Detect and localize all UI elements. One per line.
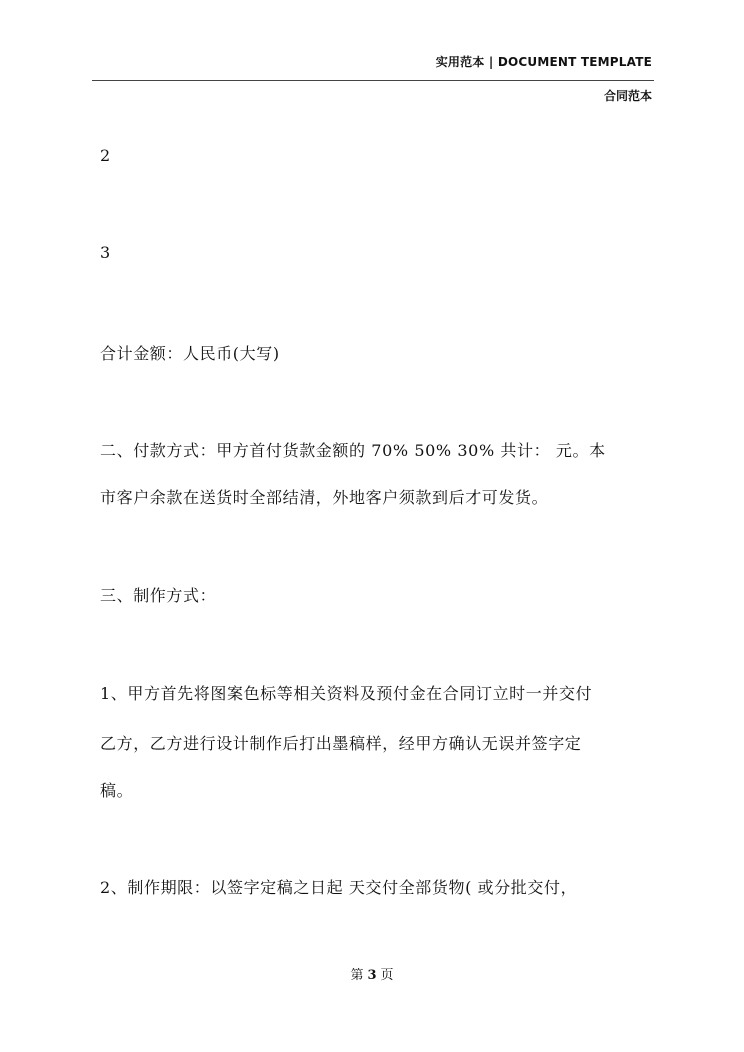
clause-1-line-3: 稿。 [100, 781, 134, 800]
footer-suffix: 页 [380, 968, 394, 983]
clause-1-line-1: 1、甲方首先将图案色标等相关资料及预付金在合同订立时一并交付 [100, 684, 593, 703]
item-number-3: 3 [100, 243, 111, 262]
payment-method-line-1: 二、付款方式：甲方首付货款金额的 70% 50% 30% 共计： 元。本 [100, 441, 606, 460]
item-number-2: 2 [100, 146, 111, 165]
clause-2-line-1: 2、制作期限：以签字定稿之日起 天交付全部货物( 或分批交付， [100, 878, 578, 897]
header-divider [92, 80, 654, 81]
header-subtitle: 合同范本 [603, 89, 652, 103]
clause-1-line-2: 乙方，乙方进行设计制作后打出墨稿样，经甲方确认无误并签字定 [100, 734, 582, 753]
page-footer [0, 964, 744, 983]
total-amount-line: 合计金额：人民币(大写) [100, 344, 280, 363]
header-title: 实用范本 | DOCUMENT TEMPLATE [435, 55, 652, 69]
footer-prefix: 第 [350, 968, 364, 983]
payment-method-line-2: 市客户余款在送货时全部结清，外地客户须款到后才可发货。 [100, 488, 549, 507]
production-method-heading: 三、制作方式： [100, 586, 217, 605]
page-number: 3 [367, 968, 377, 983]
